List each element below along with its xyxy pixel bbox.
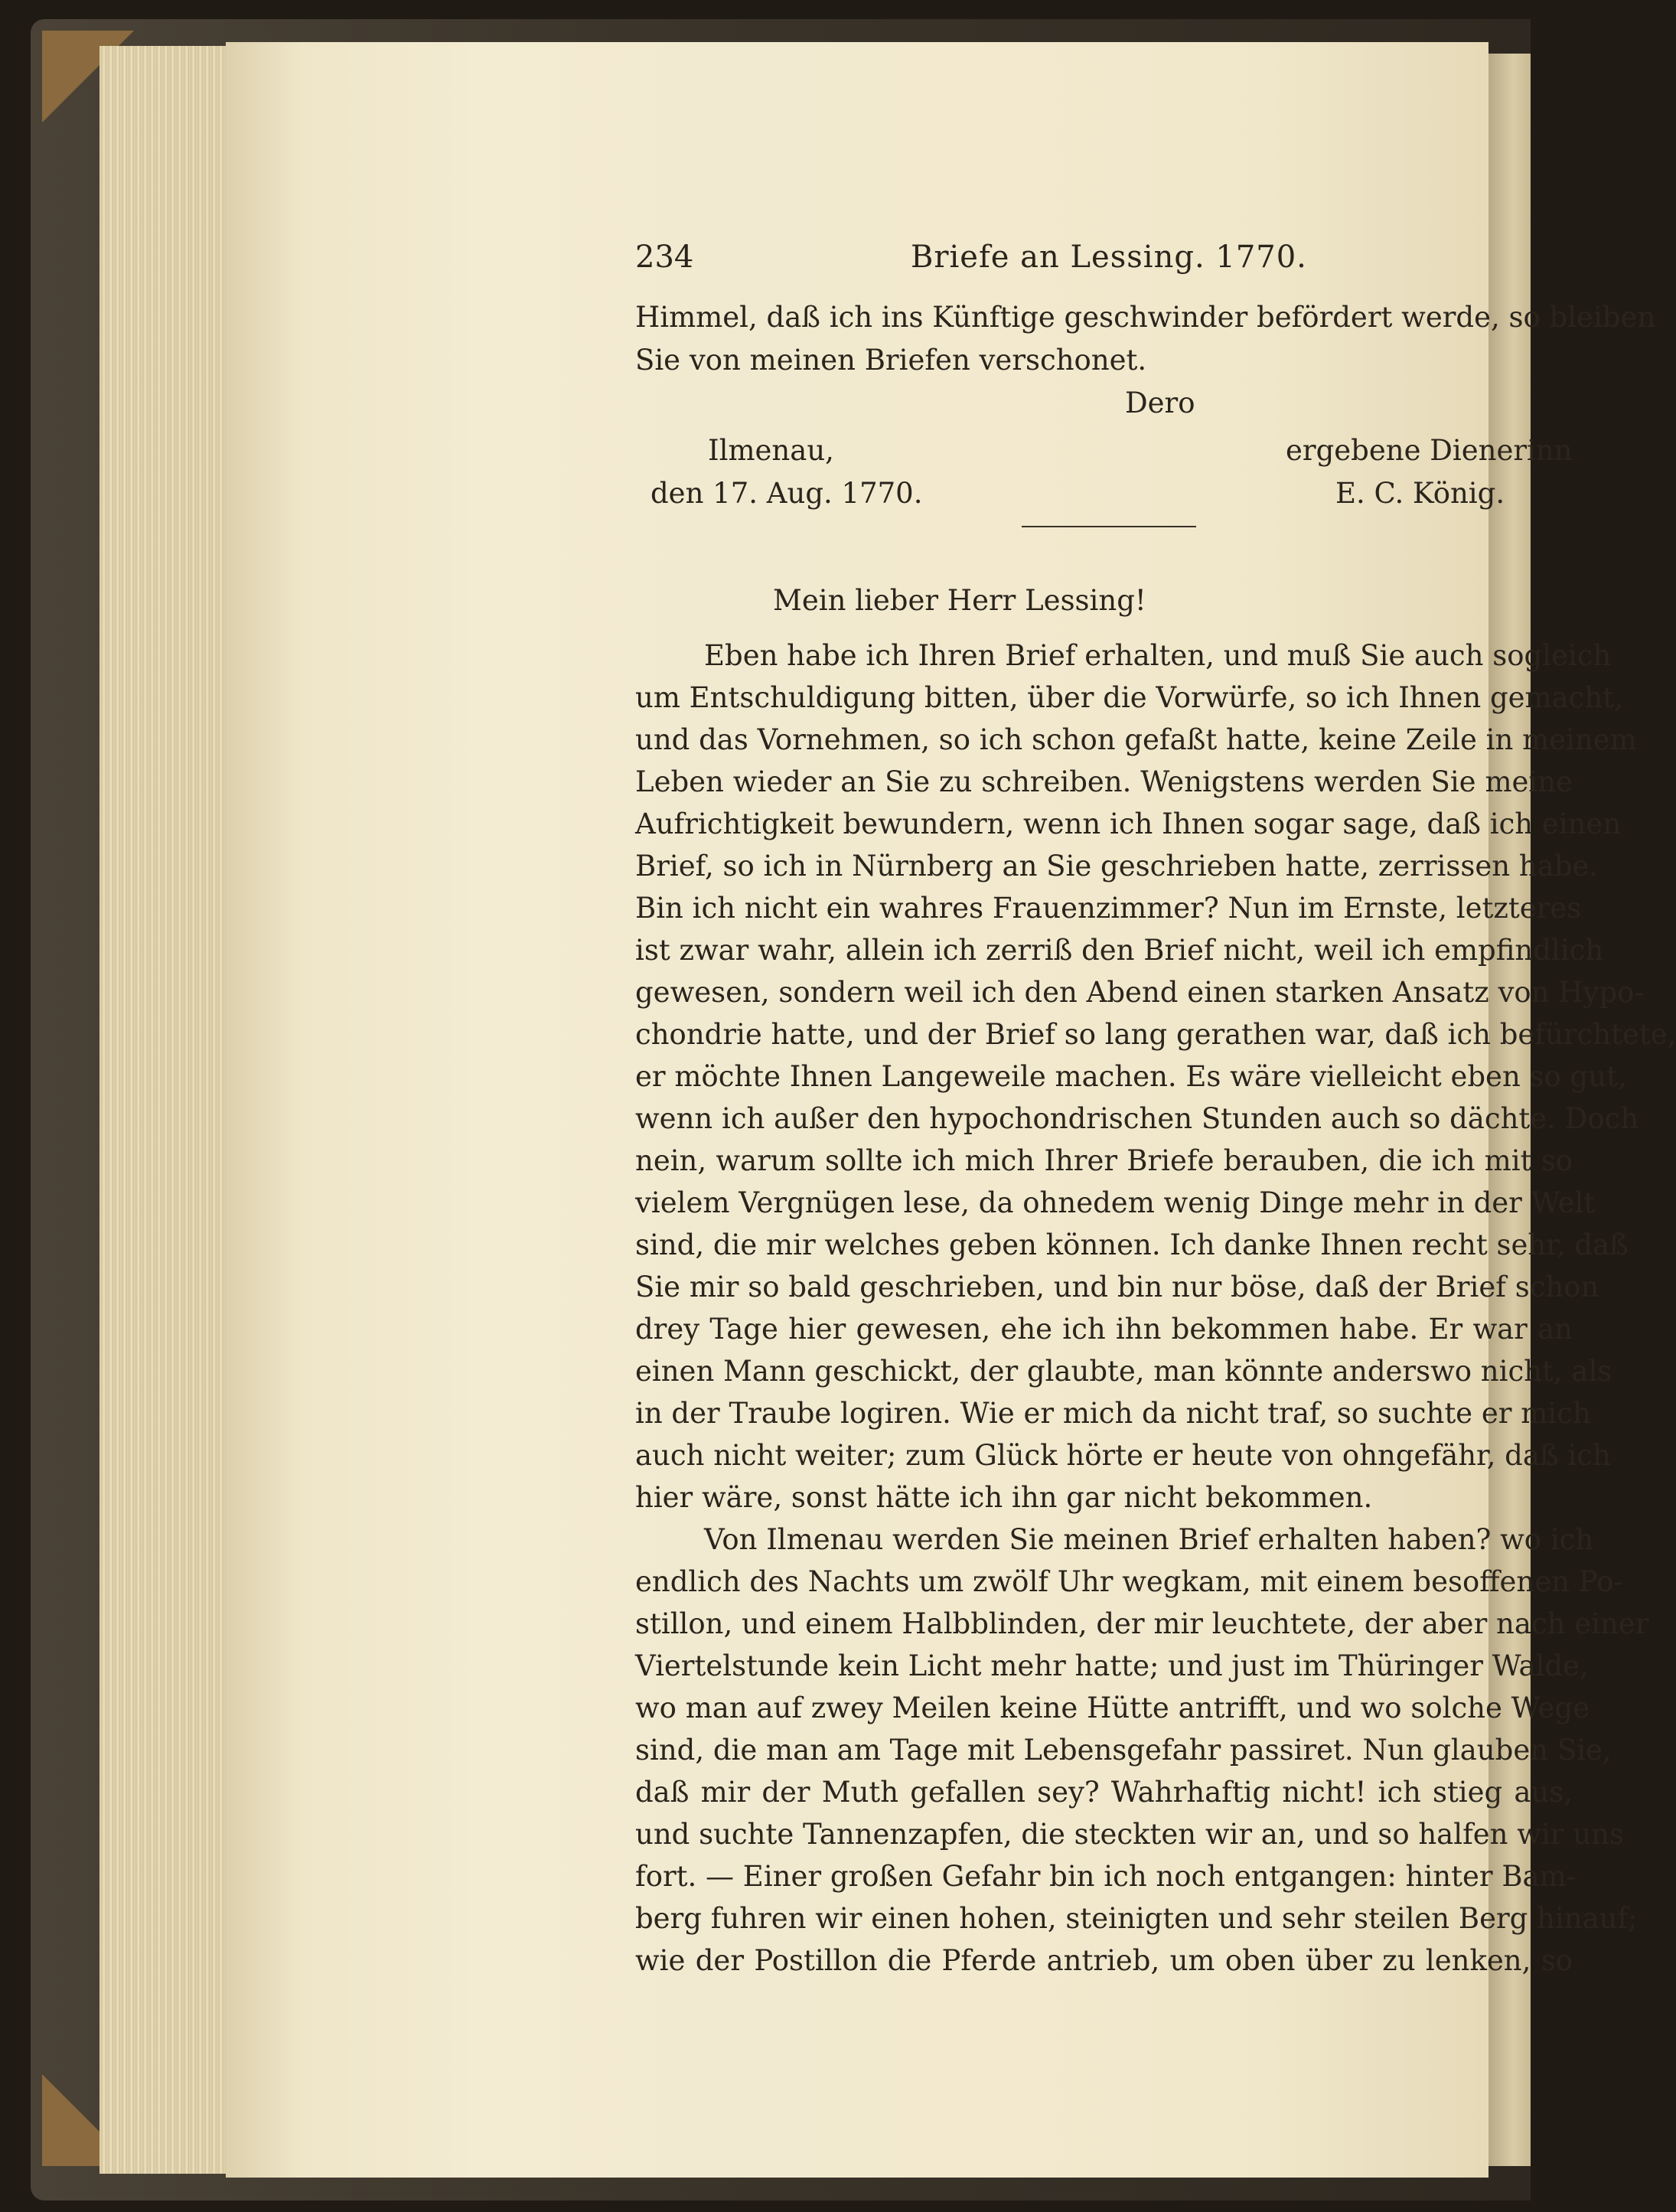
text-line: Viertelstunde kein Licht mehr hatte; und just im Thüringer Walde, [635,1649,1589,1682]
book-page [226,42,1676,2178]
closing-date: den 17. Aug. 1770. [651,477,923,510]
text-line: wo man auf zwey Meilen keine Hütte antrifft, und wo solche Wege [635,1692,1590,1724]
text-line: um Entschuldigung bitten, über die Vorwürfe, so ich Ihnen gemacht, [635,681,1623,714]
text-line: Himmel, daß ich ins Künftige geschwinder befördert werde, so bleiben [635,301,1656,334]
text-line: vielem Vergnügen lese, da ohnedem wenig Dinge mehr in der Welt [635,1186,1596,1219]
closing-signature: E. C. König. [1335,477,1505,510]
text-line: fort. — Einer großen Gefahr bin ich noch entgangen: hinter Bam- [635,1860,1577,1893]
closing-servant: ergebene Dienerinn [1286,434,1573,467]
text-line: Eben habe ich Ihren Brief erhalten, und muß Sie auch sogleich [704,639,1612,672]
page-edges [99,46,230,2174]
running-title: Briefe an Lessing. 1770. [911,240,1307,275]
text-line: stillon, und einem Halbblinden, der mir leuchtete, der aber nach einer [635,1607,1649,1640]
letter-divider [1022,526,1196,527]
text-line: hier wäre, sonst hätte ich ihn gar nicht bekommen. [635,1481,1373,1514]
text-line: gewesen, sondern weil ich den Abend einen starken Ansatz von Hypo- [635,976,1644,1009]
text-line: Leben wieder an Sie zu schreiben. Wenigstens werden Sie meine [635,765,1573,798]
page-number: 234 [635,240,694,275]
text-line: wie der Postillon die Pferde antrieb, um oben über zu lenken, so [635,1944,1573,1977]
text-line: endlich des Nachts um zwölf Uhr wegkam, mit einem besoffenen Po- [635,1565,1623,1598]
closing-place: Ilmenau, [708,434,834,467]
text-line: Bin ich nicht ein wahres Frauenzimmer? Nun im Ernste, letzteres [635,892,1582,925]
text-line: er möchte Ihnen Langeweile machen. Es wäre vielleicht eben so gut, [635,1060,1627,1093]
text-line: und suchte Tannenzapfen, die steckten wir an, und so halfen wir uns [635,1818,1624,1851]
text-line: chondrie hatte, und der Brief so lang gerathen war, daß ich befürchtete, [635,1018,1676,1051]
closing-dero: Dero [1125,387,1195,419]
text-line: und das Vornehmen, so ich schon gefaßt hatte, keine Zeile in meinem [635,723,1637,756]
text-line: Sie mir so bald geschrieben, und bin nur böse, daß der Brief schon [635,1271,1599,1303]
text-line: Sie von meinen Briefen verschonet. [635,344,1147,377]
text-line: einen Mann geschickt, der glaubte, man könnte anderswo nicht, als [635,1355,1612,1388]
text-line: daß mir der Muth gefallen sey? Wahrhaftig nicht! ich stieg aus, [635,1776,1573,1809]
text-line: sind, die man am Tage mit Lebensgefahr passiret. Nun glauben Sie, [635,1734,1612,1767]
text-line: Von Ilmenau werden Sie meinen Brief erhalten haben? wo ich [704,1523,1594,1556]
text-line: Aufrichtigkeit bewundern, wenn ich Ihnen sogar sage, daß ich einen [635,807,1622,840]
salutation: Mein lieber Herr Lessing! [773,584,1146,617]
text-line: sind, die mir welches geben können. Ich danke Ihnen recht sehr, daß [635,1228,1629,1261]
text-line: berg fuhren wir einen hohen, steinigten und sehr steilen Berg hinauf; [635,1902,1638,1935]
running-head [635,240,1573,285]
text-line: Brief, so ich in Nürnberg an Sie geschrieben hatte, zerrissen habe. [635,850,1599,883]
text-line: ist zwar wahr, allein ich zerriß den Brief nicht, weil ich empfindlich [635,934,1604,967]
text-line: auch nicht weiter; zum Glück hörte er heute von ohngefähr, daß ich [635,1439,1611,1472]
text-line: drey Tage hier gewesen, ehe ich ihn bekommen habe. Er war an [635,1313,1573,1346]
text-line: nein, warum sollte ich mich Ihrer Briefe berauben, die ich mit so [635,1144,1573,1177]
text-line: wenn ich außer den hypochondrischen Stunden auch so dächte. Doch [635,1102,1639,1135]
text-line: in der Traube logiren. Wie er mich da nicht traf, so suchte er mich [635,1397,1591,1430]
